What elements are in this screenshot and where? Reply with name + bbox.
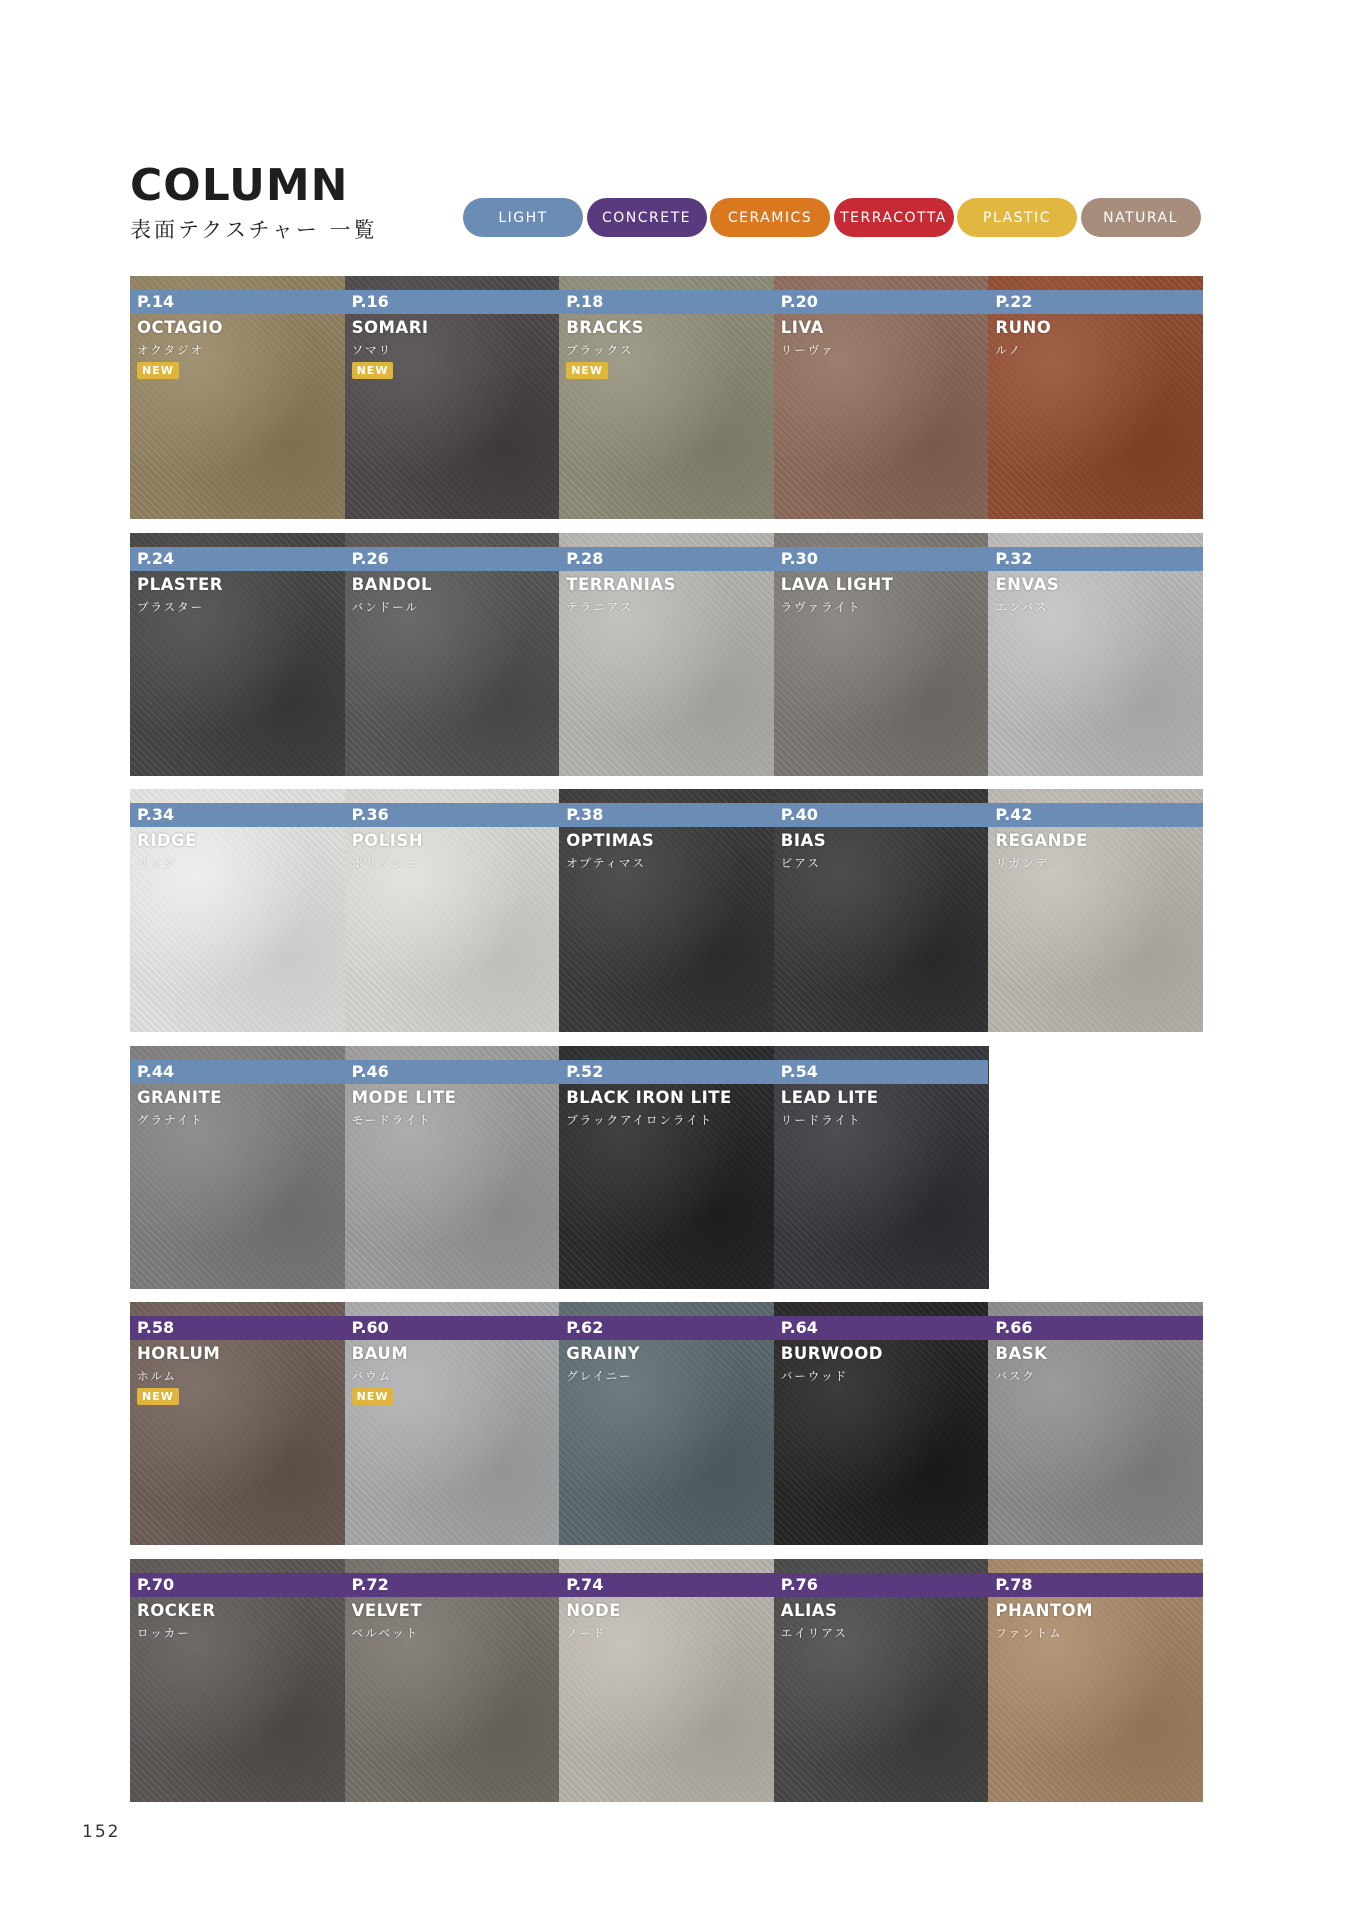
- texture-name: ROCKER: [137, 1600, 216, 1620]
- texture-name-kana: ラヴァライト: [780, 599, 862, 614]
- texture-name-kana: ベルベット: [351, 1625, 420, 1640]
- page-reference: P.78: [995, 1574, 1033, 1594]
- page-reference: P.74: [566, 1574, 604, 1594]
- page-reference: P.30: [780, 548, 818, 568]
- category-light: LIGHT: [463, 198, 583, 237]
- texture-name: PLASTER: [137, 574, 223, 594]
- texture-row: [130, 276, 1203, 519]
- category-band: [130, 1060, 988, 1084]
- category-band: [130, 1316, 1203, 1340]
- texture-name: VELVET: [351, 1600, 423, 1620]
- texture-name-kana: オクタジオ: [137, 343, 205, 357]
- texture-row: [130, 1559, 1203, 1802]
- category-legend: [463, 198, 1203, 237]
- texture-name-kana: ブラックアイロンライト: [566, 1112, 714, 1127]
- page-reference: P.32: [995, 548, 1033, 568]
- page-reference: P.72: [351, 1574, 389, 1594]
- category-natural: NATURAL: [1081, 198, 1201, 237]
- category-terracotta: TERRACOTTA: [834, 198, 954, 237]
- texture-name: RUNO: [995, 318, 1052, 337]
- texture-name: RIDGE: [137, 831, 197, 850]
- page-number: 152: [82, 1822, 121, 1842]
- texture-name-kana: グレイニー: [566, 1369, 633, 1383]
- category-band: [130, 547, 1203, 571]
- texture-row: [130, 1302, 1203, 1545]
- texture-name: HORLUM: [137, 1344, 221, 1363]
- texture-name-kana: ホルム: [137, 1369, 178, 1383]
- texture-name-kana: ブラックス: [566, 343, 634, 357]
- texture-name-kana: テラニアス: [566, 599, 634, 614]
- page-reference: P.64: [780, 1318, 818, 1337]
- category-band: [130, 803, 1203, 827]
- page-reference: P.26: [351, 548, 389, 568]
- texture-name: BLACK IRON LITE: [566, 1087, 732, 1107]
- page-reference: P.14: [137, 292, 175, 311]
- page-subtitle: 表面テクスチャー 一覧: [130, 218, 378, 242]
- page-reference: P.58: [137, 1318, 175, 1337]
- texture-name: BAUM: [351, 1344, 409, 1363]
- texture-name: PHANTOM: [995, 1600, 1094, 1620]
- texture-name: GRANITE: [137, 1087, 222, 1107]
- texture-name-kana: リードライト: [780, 1112, 862, 1127]
- texture-name: OCTAGIO: [137, 318, 224, 337]
- texture-name-kana: プラスター: [137, 599, 205, 614]
- page-reference: P.46: [351, 1061, 389, 1081]
- category-concrete: CONCRETE: [587, 198, 707, 237]
- page-reference: P.24: [137, 548, 175, 568]
- page-reference: P.42: [995, 805, 1033, 824]
- new-badge: NEW: [566, 362, 608, 379]
- texture-name-kana: ソマリ: [351, 343, 393, 357]
- new-badge: NEW: [352, 362, 394, 379]
- texture-name-kana: ファントム: [995, 1625, 1063, 1640]
- texture-name-kana: バンドール: [351, 599, 419, 614]
- new-badge: NEW: [352, 1388, 394, 1405]
- page-reference: P.44: [137, 1061, 175, 1081]
- texture-name: REGANDE: [995, 831, 1088, 850]
- texture-name-kana: バウム: [351, 1369, 392, 1383]
- page-reference: P.76: [780, 1574, 818, 1594]
- texture-name-kana: グラナイト: [137, 1112, 204, 1127]
- category-plastic: PLASTIC: [957, 198, 1077, 237]
- texture-name-kana: リーヴァ: [780, 343, 835, 357]
- texture-name: POLISH: [351, 831, 424, 850]
- texture-name-kana: ルノ: [995, 343, 1022, 357]
- page-reference: P.66: [995, 1318, 1033, 1337]
- page-reference: P.70: [137, 1574, 175, 1594]
- page-reference: P.62: [566, 1318, 604, 1337]
- category-band: [130, 1573, 1203, 1597]
- texture-name-kana: ポリッシュ: [351, 856, 419, 870]
- texture-row: [130, 533, 1203, 776]
- texture-name-kana: ビアス: [780, 856, 821, 870]
- texture-name: BASK: [995, 1344, 1048, 1363]
- page-reference: P.52: [566, 1061, 604, 1081]
- texture-name: GRAINY: [566, 1344, 641, 1363]
- texture-name: BANDOL: [351, 574, 432, 594]
- page-reference: P.22: [995, 292, 1033, 311]
- category-band: [130, 290, 1203, 314]
- texture-name: BRACKS: [566, 318, 645, 337]
- page-reference: P.54: [780, 1061, 818, 1081]
- texture-name: BIAS: [780, 831, 827, 850]
- page-reference: P.40: [780, 805, 818, 824]
- texture-name-kana: バスク: [995, 1369, 1036, 1383]
- texture-name-kana: リガンデ: [995, 856, 1050, 870]
- new-badge: NEW: [137, 362, 179, 379]
- texture-name-kana: ノード: [566, 1625, 607, 1640]
- texture-name: ENVAS: [995, 574, 1060, 594]
- page-reference: P.20: [780, 292, 818, 311]
- category-ceramics: CERAMICS: [710, 198, 830, 237]
- new-badge: NEW: [137, 1388, 179, 1405]
- page-reference: P.36: [351, 805, 389, 824]
- page-reference: P.16: [351, 292, 389, 311]
- texture-name-kana: オプティマス: [566, 856, 646, 870]
- page-title: COLUMN: [130, 160, 349, 211]
- texture-name-kana: モードライト: [351, 1112, 432, 1127]
- texture-name-kana: ロッカー: [137, 1625, 191, 1640]
- texture-name-kana: エンバス: [995, 599, 1049, 614]
- page-reference: P.38: [566, 805, 604, 824]
- texture-name: LIVA: [780, 318, 824, 337]
- page-reference: P.28: [566, 548, 604, 568]
- texture-name: MODE LITE: [351, 1087, 457, 1107]
- texture-name: BURWOOD: [780, 1344, 883, 1363]
- texture-name-kana: エイリアス: [780, 1625, 848, 1640]
- page-reference: P.18: [566, 292, 604, 311]
- texture-row: [130, 789, 1203, 1032]
- texture-name: OPTIMAS: [566, 831, 655, 850]
- texture-name-kana: リッジ: [137, 856, 178, 870]
- texture-name: SOMARI: [351, 318, 429, 337]
- texture-name-kana: バーウッド: [780, 1369, 849, 1383]
- texture-name: NODE: [566, 1600, 621, 1620]
- texture-name: LEAD LITE: [780, 1087, 879, 1107]
- texture-row: [130, 1046, 1203, 1289]
- page-reference: P.34: [137, 805, 175, 824]
- texture-name: LAVA LIGHT: [780, 574, 894, 594]
- texture-name: TERRANIAS: [566, 574, 676, 594]
- page-reference: P.60: [351, 1318, 389, 1337]
- texture-name: ALIAS: [780, 1600, 838, 1620]
